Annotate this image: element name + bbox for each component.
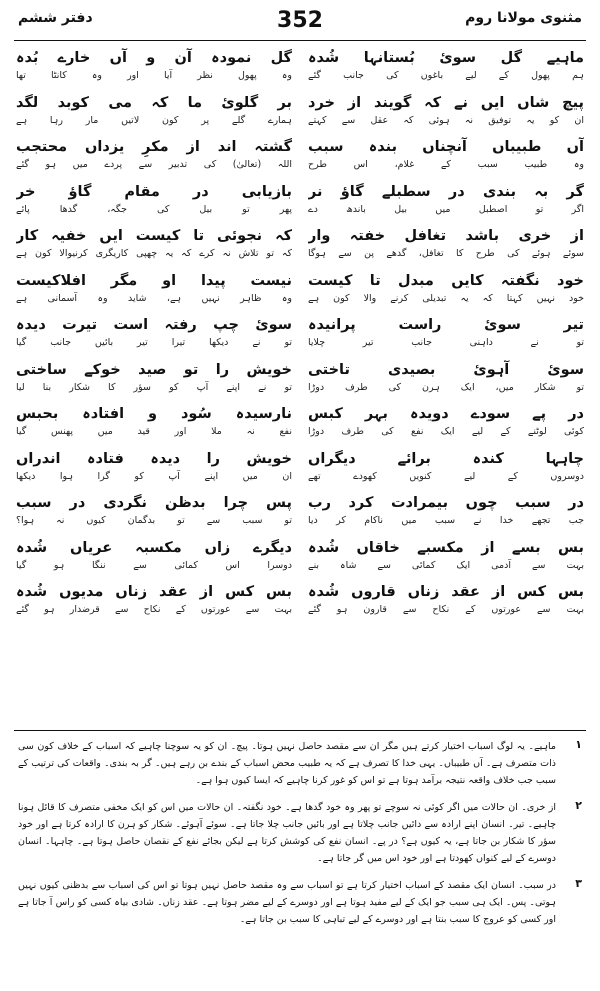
verse-pair — [16, 449, 292, 494]
verse-pair — [308, 493, 584, 538]
urdu-translation: کوئی لوٹنے کے لیے ایک نفع کی طرف دوڑا — [308, 426, 584, 437]
verse-pair — [16, 538, 292, 583]
header-divider — [14, 40, 586, 41]
persian-verse: گشتہ اند از مکرِ یزداں محتجب — [16, 139, 292, 155]
page-number: 352 — [277, 8, 323, 33]
persian-verse: خویش را دیدہ فتادہ اندراں — [16, 450, 292, 467]
urdu-translation: تو نے اپنے آپ کو سؤر کا شکار بنا لیا — [16, 381, 292, 393]
verse-pair — [16, 137, 292, 182]
verse-pair — [16, 48, 292, 93]
verse-pair — [308, 226, 584, 271]
verse-column-left — [16, 48, 292, 728]
urdu-translation: ہم پھول کے لیے باغوں کی جانب گئے — [308, 70, 584, 81]
urdu-translation: بہت سے عورتوں کے نکاح سے قرضدار ہو گئے — [16, 604, 292, 615]
verse-pair — [16, 182, 292, 227]
persian-verse: گل نمودہ آن و آں خارے بُدہ — [16, 50, 292, 66]
persian-verse: دیگرے زاں مکسبہ عریاں شُدہ — [16, 539, 292, 556]
urdu-translation: تو سبب سے تو بدگمان کیوں نہ ہوا؟ — [16, 515, 292, 526]
verse-pair — [16, 404, 292, 449]
persian-verse: سوئ آہوئ بصیدی تاختی — [308, 361, 584, 378]
urdu-translation: اگر تو اصطبل میں بیل باندھ دے — [308, 203, 584, 215]
urdu-translation: بہت سے عورتوں کے نکاح سے قارون ہو گئے — [308, 604, 584, 615]
urdu-translation: پھر تو بیل کی جگہ، گدھا پائے — [16, 203, 292, 215]
urdu-translation: وہ طبیب سبب کے غلام، اس طرح — [308, 159, 584, 170]
persian-verse: پس چرا بدظن نگردی در سبب — [16, 495, 292, 511]
urdu-translation: خود نہیں کہتا کہ یہ تبدیلی کرنے والا کون ہے — [308, 292, 584, 304]
urdu-translation: سوئے ہوئے کی طرح کا تغافل، گدھے پن سے ہوگا — [308, 248, 584, 259]
persian-verse: بر گلوئ ما کہ می کوبد لگد — [16, 94, 292, 111]
persian-verse: کہ نجوئی تا کیست ایں خفیہ کار — [16, 228, 292, 244]
urdu-translation: دوسروں کے لیے کنویں کھودے تھے — [308, 470, 584, 482]
footnote-divider — [14, 730, 586, 731]
persian-verse: چاہہا کندہ برائے دیگراں — [308, 450, 584, 467]
verse-pair — [308, 93, 584, 138]
verse-pair — [308, 271, 584, 316]
verse-pair — [308, 48, 584, 93]
footnotes — [18, 738, 582, 983]
persian-verse: بازیابی در مقام گاؤ خر — [16, 183, 292, 200]
persian-verse: بس کس از عقد زناں قاروں شُدہ — [308, 584, 584, 600]
footnote-number: ۱ — [575, 738, 582, 751]
verse-pair — [308, 538, 584, 583]
persian-verse: نیست پیدا او مگر افلاکیست — [16, 272, 292, 289]
verse-column-right — [308, 48, 584, 728]
urdu-translation: ہمارے گلے پر کون لاتیں مار رہا ہے — [16, 114, 292, 126]
urdu-translation: بہت سے آدمی ایک کمائی سے شاہ بنے — [308, 559, 584, 571]
urdu-translation: تو نے دیکھا تیرا تیر بائیں جانب گیا — [16, 337, 292, 348]
footnote-text: در سبب۔ انسان ایک مقصد کے اسباب اختیار کرتا ہے تو اسباب سے وہ مقصد حاصل نہیں ہوتا تو اس کی اسباب سے بدظنی کیوں نہیں ہوتی۔ پس۔ ایک ہی سبب جو ایک کے لیے مفید ہوتا ہے اور دوسرے کے لیے مضر ہوتا ہے۔ عقد زناں۔ شادی بیاہ کسی کو راس آ جاتا ہے اور کسی کو عروج کا سبب بنتا ہے اور دوسرے کے لیے تباہی کا سبب بن جاتا ہے۔ — [18, 880, 556, 925]
urdu-translation: ان کو یہ توفیق نہ ہوئی کہ عقل سے کہتے — [308, 114, 584, 126]
persian-verse: خود نگفتہ کایں مبدل تا کیست — [308, 272, 584, 289]
urdu-translation: اللہ (تعالیٰ) کی تدبیر سے پردے میں ہو گئے — [16, 159, 292, 170]
persian-verse: سوئ چپ رفتہ است تیرت دیدہ — [16, 317, 292, 333]
persian-verse: در پے سودے دویدہ بہر کبس — [308, 406, 584, 422]
verse-pair — [308, 449, 584, 494]
persian-verse: تیر سوئ راست پرانیدہ — [308, 317, 584, 333]
verse-pair — [16, 226, 292, 271]
footnote — [18, 799, 582, 867]
urdu-translation: تو نے داہنی جانب تیر چلایا — [308, 337, 584, 348]
page-header — [18, 8, 582, 38]
footnote-text: ماہیے۔ یہ لوگ اسباب اختیار کرتے ہیں مگر ان سے مقصد حاصل نہیں ہوتا۔ پیچ۔ ان کو یہ سوچنا چاہیے کہ اسباب کے خلاف کون سی ذات متصرف ہے۔ آں طبیباں۔ یہی خدا کا تصرف ہے کہ یہ طبیب محض اسباب کے بندے بن رہے ہیں۔ گر بہ بندی۔ واقعات کی ترتیب کے سبب جب خلاف واقعہ نتیجہ برآمد ہوتا ہے تو اس کو غور کرنا چاہیے کہ ایسا کیوں ہوا ہے۔ — [18, 741, 556, 786]
footnote-text: از خری۔ ان حالات میں اگر کوئی نہ سوچے تو پھر وہ خود گدھا ہے۔ خود نگفتہ۔ ان حالات میں اس کو ایک مخفی متصرف کا قائل ہونا چاہیے۔ تیر۔ انسان اپنے ارادہ سے دائیں جانب چلاتا ہے اور بائیں جانب چلا جاتا ہے۔ سوئے آہوئے۔ شکار کو ہرن کا ارادہ کرتا ہے اور خود سؤر کا شکار بن جاتا ہے، یہ کیوں ہے؟ در پے۔ انسان نفع کی کوشش کرتا ہے لیکن بجائے نفع کے نقصان حاصل ہوتا ہے۔ چاہہا۔ انسان دوسرے کے لیے کنواں کھودتا ہے اور خود اس میں گر جاتا ہے۔ — [18, 802, 556, 864]
persian-verse: نارسیدہ سُود و افتادہ بحبس — [16, 406, 292, 422]
verse-pair — [308, 360, 584, 405]
verse-pair — [308, 137, 584, 182]
persian-verse: در سبب چوں بیمرادت کرد رب — [308, 495, 584, 511]
persian-verse: آں طبیباں آنچناں بندہ سبب — [308, 139, 584, 155]
verse-area — [16, 48, 584, 728]
verse-pair — [308, 182, 584, 227]
urdu-translation: تو شکار میں، ایک ہرن کی طرف دوڑا — [308, 381, 584, 393]
urdu-translation: دوسرا اس کمائی سے ننگا ہو گیا — [16, 559, 292, 571]
urdu-translation: جب تجھے خدا نے سبب میں ناکام کر دیا — [308, 515, 584, 526]
verse-pair — [308, 582, 584, 627]
urdu-translation: ان میں اپنے آپ کو گرا ہوا دیکھا — [16, 470, 292, 482]
persian-verse: بس بسے از مکسبے خاقاں شُدہ — [308, 539, 584, 556]
footnote-number: ۲ — [575, 799, 582, 812]
footnote-number: ۳ — [575, 877, 582, 890]
verse-pair — [16, 315, 292, 360]
urdu-translation: کہ تو تلاش نہ کرے کہ یہ چھپی کاریگری کرنیوالا کون ہے — [16, 248, 292, 259]
persian-verse: از خری باشد تغافل خفتہ وار — [308, 228, 584, 244]
urdu-translation: وہ ظاہر نہیں ہے، شاید وہ آسمانی ہے — [16, 292, 292, 304]
verse-pair — [308, 404, 584, 449]
urdu-translation: نفع نہ ملا اور قید میں پھنس گیا — [16, 426, 292, 437]
footnote — [18, 738, 582, 789]
footnote — [18, 877, 582, 928]
persian-verse: گر بہ بندی در سطبلے گاؤ نر — [308, 183, 584, 200]
verse-pair — [16, 582, 292, 627]
urdu-translation: وہ پھول نظر آیا اور وہ کانٹا تھا — [16, 70, 292, 81]
verse-pair — [16, 360, 292, 405]
verse-pair — [308, 315, 584, 360]
persian-verse: بس کس از عقد زناں مدیوں شُدہ — [16, 584, 292, 600]
volume-label: دفتر ششم — [18, 10, 93, 26]
verse-pair — [16, 271, 292, 316]
persian-verse: ماہیے گل سوئ بُستانہا شُدہ — [308, 50, 584, 66]
book-title: مثنوی مولانا روم — [465, 10, 582, 26]
verse-pair — [16, 93, 292, 138]
persian-verse: پیچ شاں ایں نے کہ گویند از خرد — [308, 94, 584, 111]
persian-verse: خویش را تو صید خوکے ساختی — [16, 361, 292, 378]
verse-pair — [16, 493, 292, 538]
